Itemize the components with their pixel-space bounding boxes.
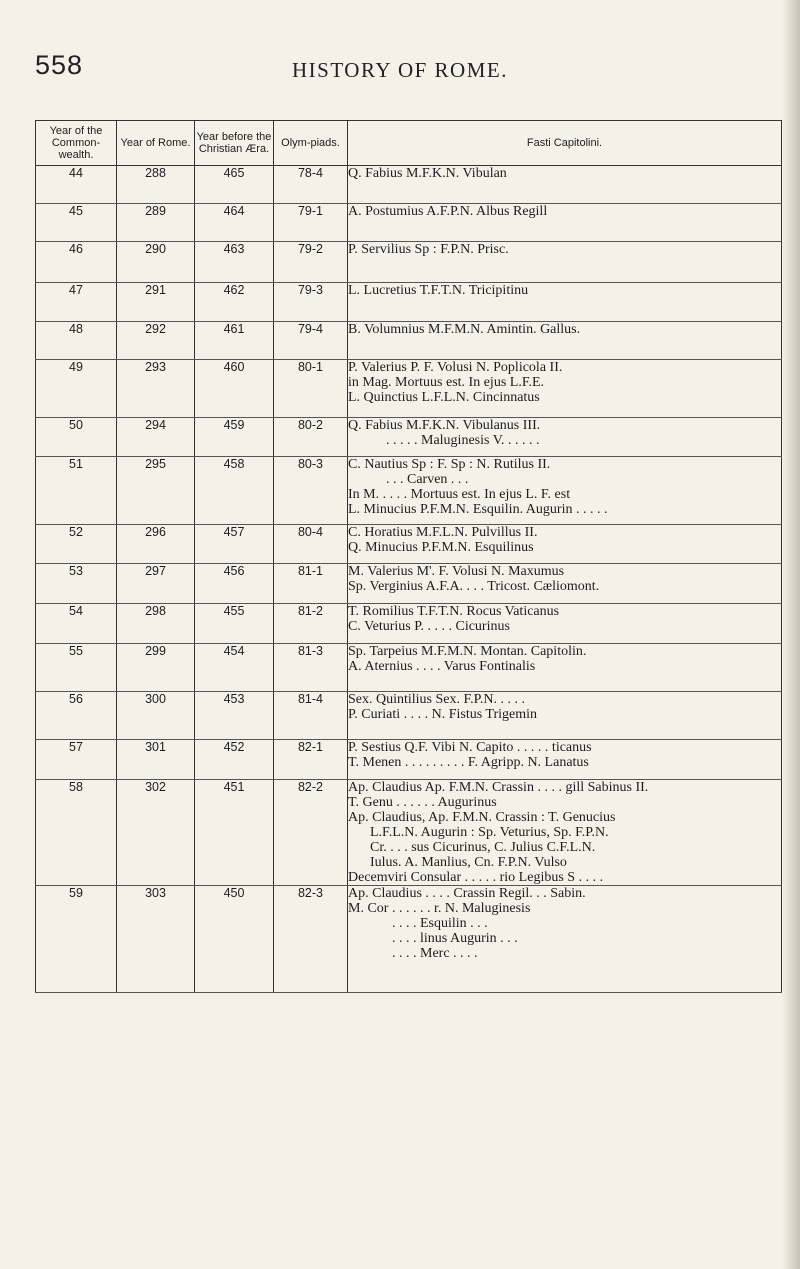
cell-commonwealth-year: 46 xyxy=(36,242,117,283)
cell-commonwealth-year: 51 xyxy=(36,457,117,525)
cell-year-of-rome: 300 xyxy=(117,692,195,740)
fasti-line: P. Servilius Sp : F.P.N. Prisc. xyxy=(348,242,509,257)
cell-olympiad: 80-3 xyxy=(274,457,348,525)
fasti-line: T. Romilius T.F.T.N. Rocus Vaticanus xyxy=(348,604,560,619)
cell-year-bc: 452 xyxy=(195,740,274,780)
header-fasti: Fasti Capitolini. xyxy=(348,121,782,166)
table-row xyxy=(36,457,782,525)
running-head: HISTORY OF ROME. xyxy=(292,58,508,82)
cell-olympiad: 79-3 xyxy=(274,283,348,322)
fasti-line: Q. Fabius M.F.K.N. Vibulan xyxy=(348,166,507,181)
cell-year-of-rome: 290 xyxy=(117,242,195,283)
cell-year-of-rome: 288 xyxy=(117,166,195,204)
cell-olympiad: 82-1 xyxy=(274,740,348,780)
table-row xyxy=(36,644,782,692)
cell-year-bc: 459 xyxy=(195,418,274,457)
fasti-line: M. Valerius M'. F. Volusi N. Maxumus xyxy=(348,564,565,579)
cell-fasti-entry xyxy=(348,242,782,283)
cell-fasti-entry xyxy=(348,780,782,886)
cell-olympiad: 81-2 xyxy=(274,604,348,644)
fasti-line: L. Minucius P.F.M.N. Esquilin. Augurin . . . . . xyxy=(348,502,608,517)
cell-year-of-rome: 302 xyxy=(117,780,195,886)
fasti-line: Ap. Claudius . . . . Crassin Regil. . . Sabin. xyxy=(348,886,586,901)
fasti-line: C. Veturius P. . . . . Cicurinus xyxy=(348,619,510,634)
fasti-line: A. Postumius A.F.P.N. Albus Regill xyxy=(348,204,548,219)
table-row xyxy=(36,692,782,740)
cell-fasti-entry xyxy=(348,525,782,564)
cell-commonwealth-year: 55 xyxy=(36,644,117,692)
fasti-line: M. Cor . . . . . . r. N. Maluginesis xyxy=(348,901,531,916)
fasti-line: Ap. Claudius Ap. F.M.N. Crassin . . . . gill Sabinus II. xyxy=(348,780,649,795)
fasti-line: . . . Carven . . . xyxy=(386,472,469,487)
fasti-line: L. Quinctius L.F.L.N. Cincinnatus xyxy=(348,390,540,405)
table-row xyxy=(36,740,782,780)
cell-olympiad: 82-2 xyxy=(274,780,348,886)
fasti-line: Sex. Quintilius Sex. F.P.N. . . . . xyxy=(348,692,526,707)
cell-fasti-entry xyxy=(348,166,782,204)
cell-year-bc: 451 xyxy=(195,780,274,886)
cell-year-of-rome: 303 xyxy=(117,886,195,993)
fasti-line: L. Lucretius T.F.T.N. Tricipitinu xyxy=(348,283,529,298)
cell-commonwealth-year: 45 xyxy=(36,204,117,242)
table-row xyxy=(36,886,782,993)
cell-fasti-entry xyxy=(348,322,782,360)
cell-olympiad: 81-4 xyxy=(274,692,348,740)
cell-year-bc: 453 xyxy=(195,692,274,740)
fasti-line: Cr. . . . sus Cicurinus, C. Julius C.F.L.N. xyxy=(370,840,596,855)
cell-year-of-rome: 293 xyxy=(117,360,195,418)
cell-year-of-rome: 295 xyxy=(117,457,195,525)
table-row xyxy=(36,166,782,204)
table-row xyxy=(36,604,782,644)
table-row xyxy=(36,283,782,322)
cell-year-of-rome: 299 xyxy=(117,644,195,692)
page-edge-shadow xyxy=(782,0,800,1269)
table-row xyxy=(36,242,782,283)
header-olympiads: Olym-piads. xyxy=(274,121,348,166)
page-number: 558 xyxy=(35,50,84,80)
fasti-line: T. Menen . . . . . . . . . F. Agripp. N. Lanatus xyxy=(348,755,589,770)
cell-fasti-entry xyxy=(348,564,782,604)
cell-year-bc: 463 xyxy=(195,242,274,283)
table-row xyxy=(36,564,782,604)
cell-year-of-rome: 292 xyxy=(117,322,195,360)
cell-commonwealth-year: 57 xyxy=(36,740,117,780)
table-row xyxy=(36,418,782,457)
cell-commonwealth-year: 47 xyxy=(36,283,117,322)
cell-year-bc: 460 xyxy=(195,360,274,418)
cell-year-of-rome: 297 xyxy=(117,564,195,604)
cell-fasti-entry xyxy=(348,204,782,242)
cell-commonwealth-year: 49 xyxy=(36,360,117,418)
fasti-line: in Mag. Mortuus est. In ejus L.F.E. xyxy=(348,375,545,390)
fasti-line: Decemviri Consular . . . . . rio Legibus S . . . . xyxy=(348,870,604,885)
cell-fasti-entry xyxy=(348,740,782,780)
cell-year-bc: 465 xyxy=(195,166,274,204)
cell-olympiad: 82-3 xyxy=(274,886,348,993)
cell-olympiad: 79-4 xyxy=(274,322,348,360)
header-year-bc: Year before the Christian Æra. xyxy=(195,121,274,166)
header-year-of-rome: Year of Rome. xyxy=(117,121,195,166)
cell-commonwealth-year: 59 xyxy=(36,886,117,993)
cell-year-bc: 462 xyxy=(195,283,274,322)
cell-fasti-entry xyxy=(348,457,782,525)
fasti-line: Iulus. A. Manlius, Cn. F.P.N. Vulso xyxy=(370,855,567,870)
cell-year-bc: 461 xyxy=(195,322,274,360)
fasti-line: . . . . Esquilin . . . xyxy=(392,916,488,931)
cell-olympiad: 78-4 xyxy=(274,166,348,204)
fasti-line: Sp. Tarpeius M.F.M.N. Montan. Capitolin. xyxy=(348,644,587,659)
table-row xyxy=(36,360,782,418)
cell-year-of-rome: 298 xyxy=(117,604,195,644)
cell-olympiad: 80-4 xyxy=(274,525,348,564)
table-row xyxy=(36,525,782,564)
fasti-line: P. Valerius P. F. Volusi N. Poplicola II. xyxy=(348,360,563,375)
cell-commonwealth-year: 52 xyxy=(36,525,117,564)
cell-olympiad: 80-1 xyxy=(274,360,348,418)
cell-fasti-entry xyxy=(348,692,782,740)
cell-olympiad: 79-1 xyxy=(274,204,348,242)
cell-commonwealth-year: 44 xyxy=(36,166,117,204)
cell-commonwealth-year: 53 xyxy=(36,564,117,604)
cell-year-of-rome: 291 xyxy=(117,283,195,322)
cell-olympiad: 80-2 xyxy=(274,418,348,457)
cell-fasti-entry xyxy=(348,283,782,322)
cell-year-of-rome: 301 xyxy=(117,740,195,780)
fasti-line: T. Genu . . . . . . Augurinus xyxy=(348,795,497,810)
cell-year-of-rome: 294 xyxy=(117,418,195,457)
fasti-line: A. Aternius . . . . Varus Fontinalis xyxy=(348,659,536,674)
fasti-line: Ap. Claudius, Ap. F.M.N. Crassin : T. Genucius xyxy=(348,810,616,825)
cell-year-of-rome: 289 xyxy=(117,204,195,242)
fasti-table xyxy=(35,120,782,993)
cell-year-bc: 450 xyxy=(195,886,274,993)
cell-commonwealth-year: 58 xyxy=(36,780,117,886)
cell-olympiad: 79-2 xyxy=(274,242,348,283)
fasti-line: P. Sestius Q.F. Vibi N. Capito . . . . . ticanus xyxy=(348,740,592,755)
header-commonwealth: Year of the Common-wealth. xyxy=(36,121,117,166)
cell-year-bc: 454 xyxy=(195,644,274,692)
fasti-line: . . . . linus Augurin . . . xyxy=(392,931,518,946)
cell-fasti-entry xyxy=(348,360,782,418)
cell-fasti-entry xyxy=(348,604,782,644)
cell-year-bc: 464 xyxy=(195,204,274,242)
table-row xyxy=(36,780,782,886)
fasti-line: . . . . Merc . . . . xyxy=(392,946,478,961)
cell-year-bc: 457 xyxy=(195,525,274,564)
fasti-line: In M. . . . . Mortuus est. In ejus L. F. est xyxy=(348,487,571,502)
table-row xyxy=(36,204,782,242)
cell-year-bc: 458 xyxy=(195,457,274,525)
cell-commonwealth-year: 50 xyxy=(36,418,117,457)
cell-year-bc: 456 xyxy=(195,564,274,604)
cell-fasti-entry xyxy=(348,644,782,692)
cell-fasti-entry xyxy=(348,418,782,457)
fasti-line: Q. Minucius P.F.M.N. Esquilinus xyxy=(348,540,534,555)
fasti-line: . . . . . Maluginesis V. . . . . . xyxy=(386,433,540,448)
cell-fasti-entry xyxy=(348,886,782,993)
fasti-line: Sp. Verginius A.F.A. . . . Tricost. Cæliomont. xyxy=(348,579,600,594)
cell-commonwealth-year: 54 xyxy=(36,604,117,644)
fasti-line: C. Nautius Sp : F. Sp : N. Rutilus II. xyxy=(348,457,551,472)
cell-olympiad: 81-1 xyxy=(274,564,348,604)
cell-year-of-rome: 296 xyxy=(117,525,195,564)
table-body xyxy=(36,166,782,993)
table-header-row xyxy=(36,121,782,166)
fasti-line: B. Volumnius M.F.M.N. Amintin. Gallus. xyxy=(348,322,581,337)
fasti-line: Q. Fabius M.F.K.N. Vibulanus III. xyxy=(348,418,541,433)
cell-commonwealth-year: 48 xyxy=(36,322,117,360)
cell-commonwealth-year: 56 xyxy=(36,692,117,740)
cell-olympiad: 81-3 xyxy=(274,644,348,692)
fasti-line: P. Curiati . . . . N. Fistus Trigemin xyxy=(348,707,538,722)
fasti-line: L.F.L.N. Augurin : Sp. Veturius, Sp. F.P.N. xyxy=(370,825,609,840)
cell-year-bc: 455 xyxy=(195,604,274,644)
fasti-line: C. Horatius M.F.L.N. Pulvillus II. xyxy=(348,525,538,540)
table-row xyxy=(36,322,782,360)
